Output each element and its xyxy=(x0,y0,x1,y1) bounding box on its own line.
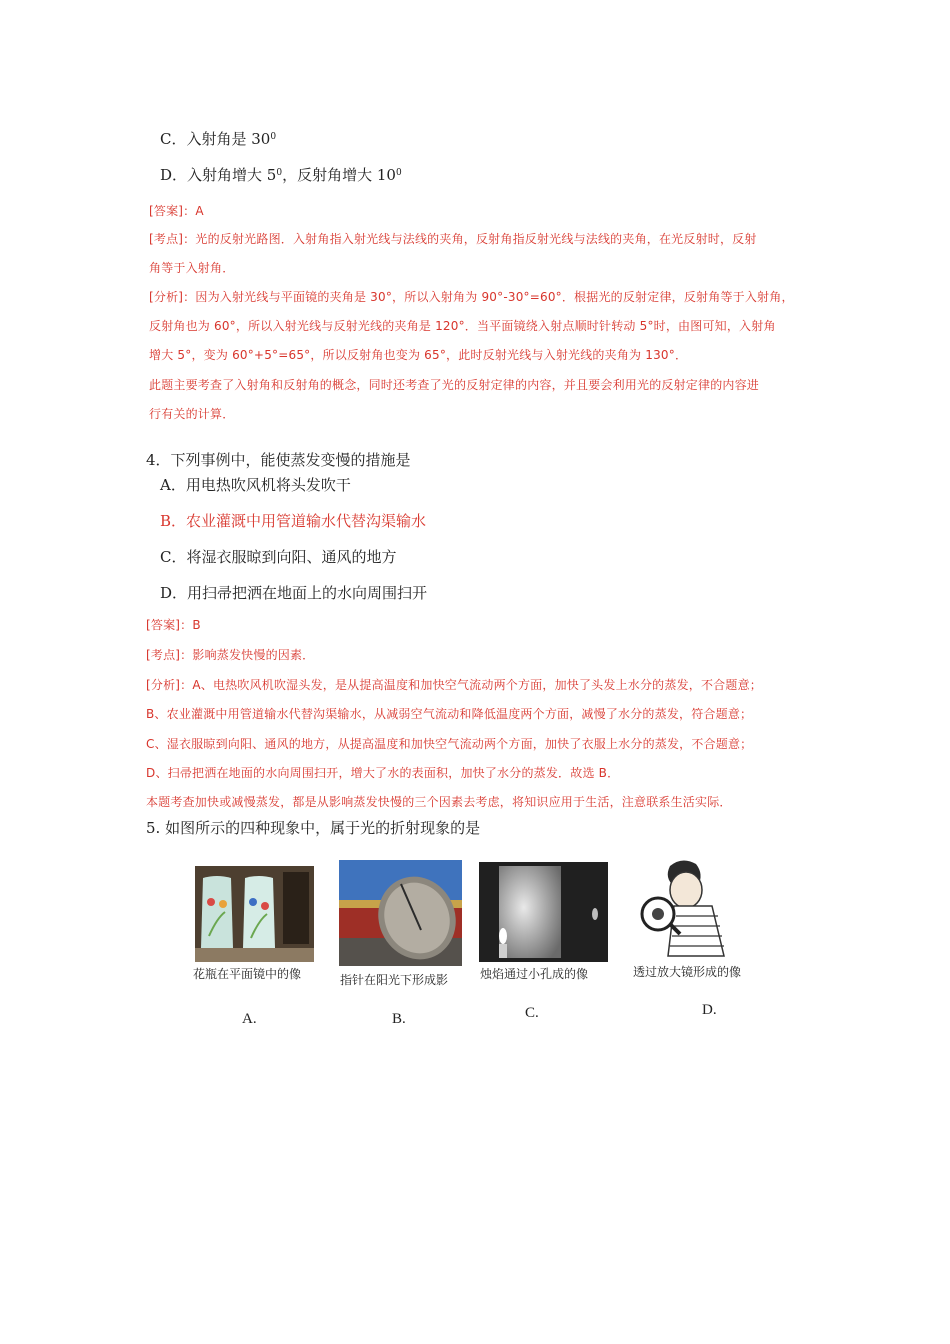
magnifier-illustration xyxy=(634,856,752,960)
figure-d-caption: 透过放大镜形成的像 xyxy=(633,965,742,979)
q3-option-c xyxy=(160,128,276,149)
q3-option-d xyxy=(160,164,402,185)
pinhole-illustration xyxy=(479,862,608,962)
q3-fenxi-line2: 反射角也为 60°，所以入射光线与反射光线的夹角是 120°．当平面镜绕入射点顺时针转动 5°时，由图可知，入射角 xyxy=(149,319,776,333)
q4-kaodian: [考点]：影响蒸发快慢的因素． xyxy=(146,648,315,662)
sundial-illustration xyxy=(339,860,462,966)
figure-c-caption: 烛焰通过小孔成的像 xyxy=(480,967,589,981)
q4-option-d: D．用扫帚把洒在地面上的水向周围扫开 xyxy=(160,584,428,602)
figure-a-caption: 花瓶在平面镜中的像 xyxy=(193,967,302,981)
figure-d-magnifier-image xyxy=(634,856,752,960)
figure-b-sundial-image xyxy=(339,860,462,966)
superscript: 0 xyxy=(270,132,277,142)
q4-fenxi-line1: [分析]：A、电热吹风机吹湿头发，是从提高温度和加快空气流动两个方面，加快了头发上水分的蒸发，不合题意； xyxy=(146,678,762,692)
q4-fenxi-line2: B、农业灌溉中用管道输水代替沟渠输水，从减弱空气流动和降低温度两个方面，减慢了水分的蒸发，符合题意； xyxy=(146,707,753,721)
q3-fenxi-line1: [分析]：因为入射光线与平面镜的夹角是 30°，所以入射角为 90°-30°=60°．根据光的反射定律，反射角等于入射角， xyxy=(149,290,794,304)
figure-c-letter: C. xyxy=(525,1005,539,1021)
q4-summary: 本题考查加快或减慢蒸发，都是从影响蒸发快慢的三个因素去考虑，将知识应用于生活，注意联系生活实际． xyxy=(146,795,732,809)
q4-answer: [答案]：B xyxy=(146,618,201,632)
figure-a-letter: A. xyxy=(242,1011,257,1027)
q4-fenxi-line4: D、扫帚把洒在地面的水向周围扫开，增大了水的表面积，加快了水分的蒸发．故选 B． xyxy=(146,766,620,780)
q3-summary-line1: 此题主要考查了入射角和反射角的概念，同时还考查了光的反射定律的内容，并且要会利用光的反射定律的内容进 xyxy=(149,378,760,392)
figure-d-letter: D. xyxy=(702,1002,717,1018)
figure-c-pinhole-image xyxy=(479,862,608,962)
q3-kaodian-line1: [考点]：光的反射光路图．入射角指入射光线与法线的夹角，反射角指反射光线与法线的夹角，在光反射时，反射 xyxy=(149,232,757,246)
figure-b-caption: 指针在阳光下形成影 xyxy=(340,973,449,987)
q3-fenxi-line3: 增大 5°，变为 60°+5°=65°，所以反射角也变为 65°，此时反射光线与入射光线的夹角为 130°． xyxy=(149,348,688,362)
q3-kaodian-line2: 角等于入射角． xyxy=(149,261,235,275)
figure-b-letter: B. xyxy=(392,1011,406,1027)
superscript: 0 xyxy=(276,168,283,178)
superscript: 0 xyxy=(395,168,402,178)
q4-option-c: C．将湿衣服晾到向阳、通风的地方 xyxy=(160,548,397,566)
q3-option-d-text: D．入射角增大 5 xyxy=(160,166,277,184)
vase-illustration xyxy=(195,866,314,962)
q4-question: 4．下列事例中，能使蒸发变慢的措施是 xyxy=(146,451,411,469)
figure-a-vase-image xyxy=(195,866,314,962)
q3-option-d-text-2: ，反射角增大 10 xyxy=(282,166,396,184)
q5-question: 5. 如图所示的四种现象中，属于光的折射现象的是 xyxy=(146,819,481,837)
q4-fenxi-line3: C、湿衣服晾到向阳、通风的地方，从提高温度和加快空气流动两个方面，加快了衣服上水分的蒸发，不合题意； xyxy=(146,737,753,751)
q3-answer: [答案]：A xyxy=(149,204,204,218)
q3-summary-line2: 行有关的计算． xyxy=(149,407,235,421)
q4-option-b: B．农业灌溉中用管道输水代替沟渠输水 xyxy=(160,512,427,530)
q4-option-a: A．用电热吹风机将头发吹干 xyxy=(160,476,351,494)
q3-option-c-text: C．入射角是 30 xyxy=(160,130,271,148)
